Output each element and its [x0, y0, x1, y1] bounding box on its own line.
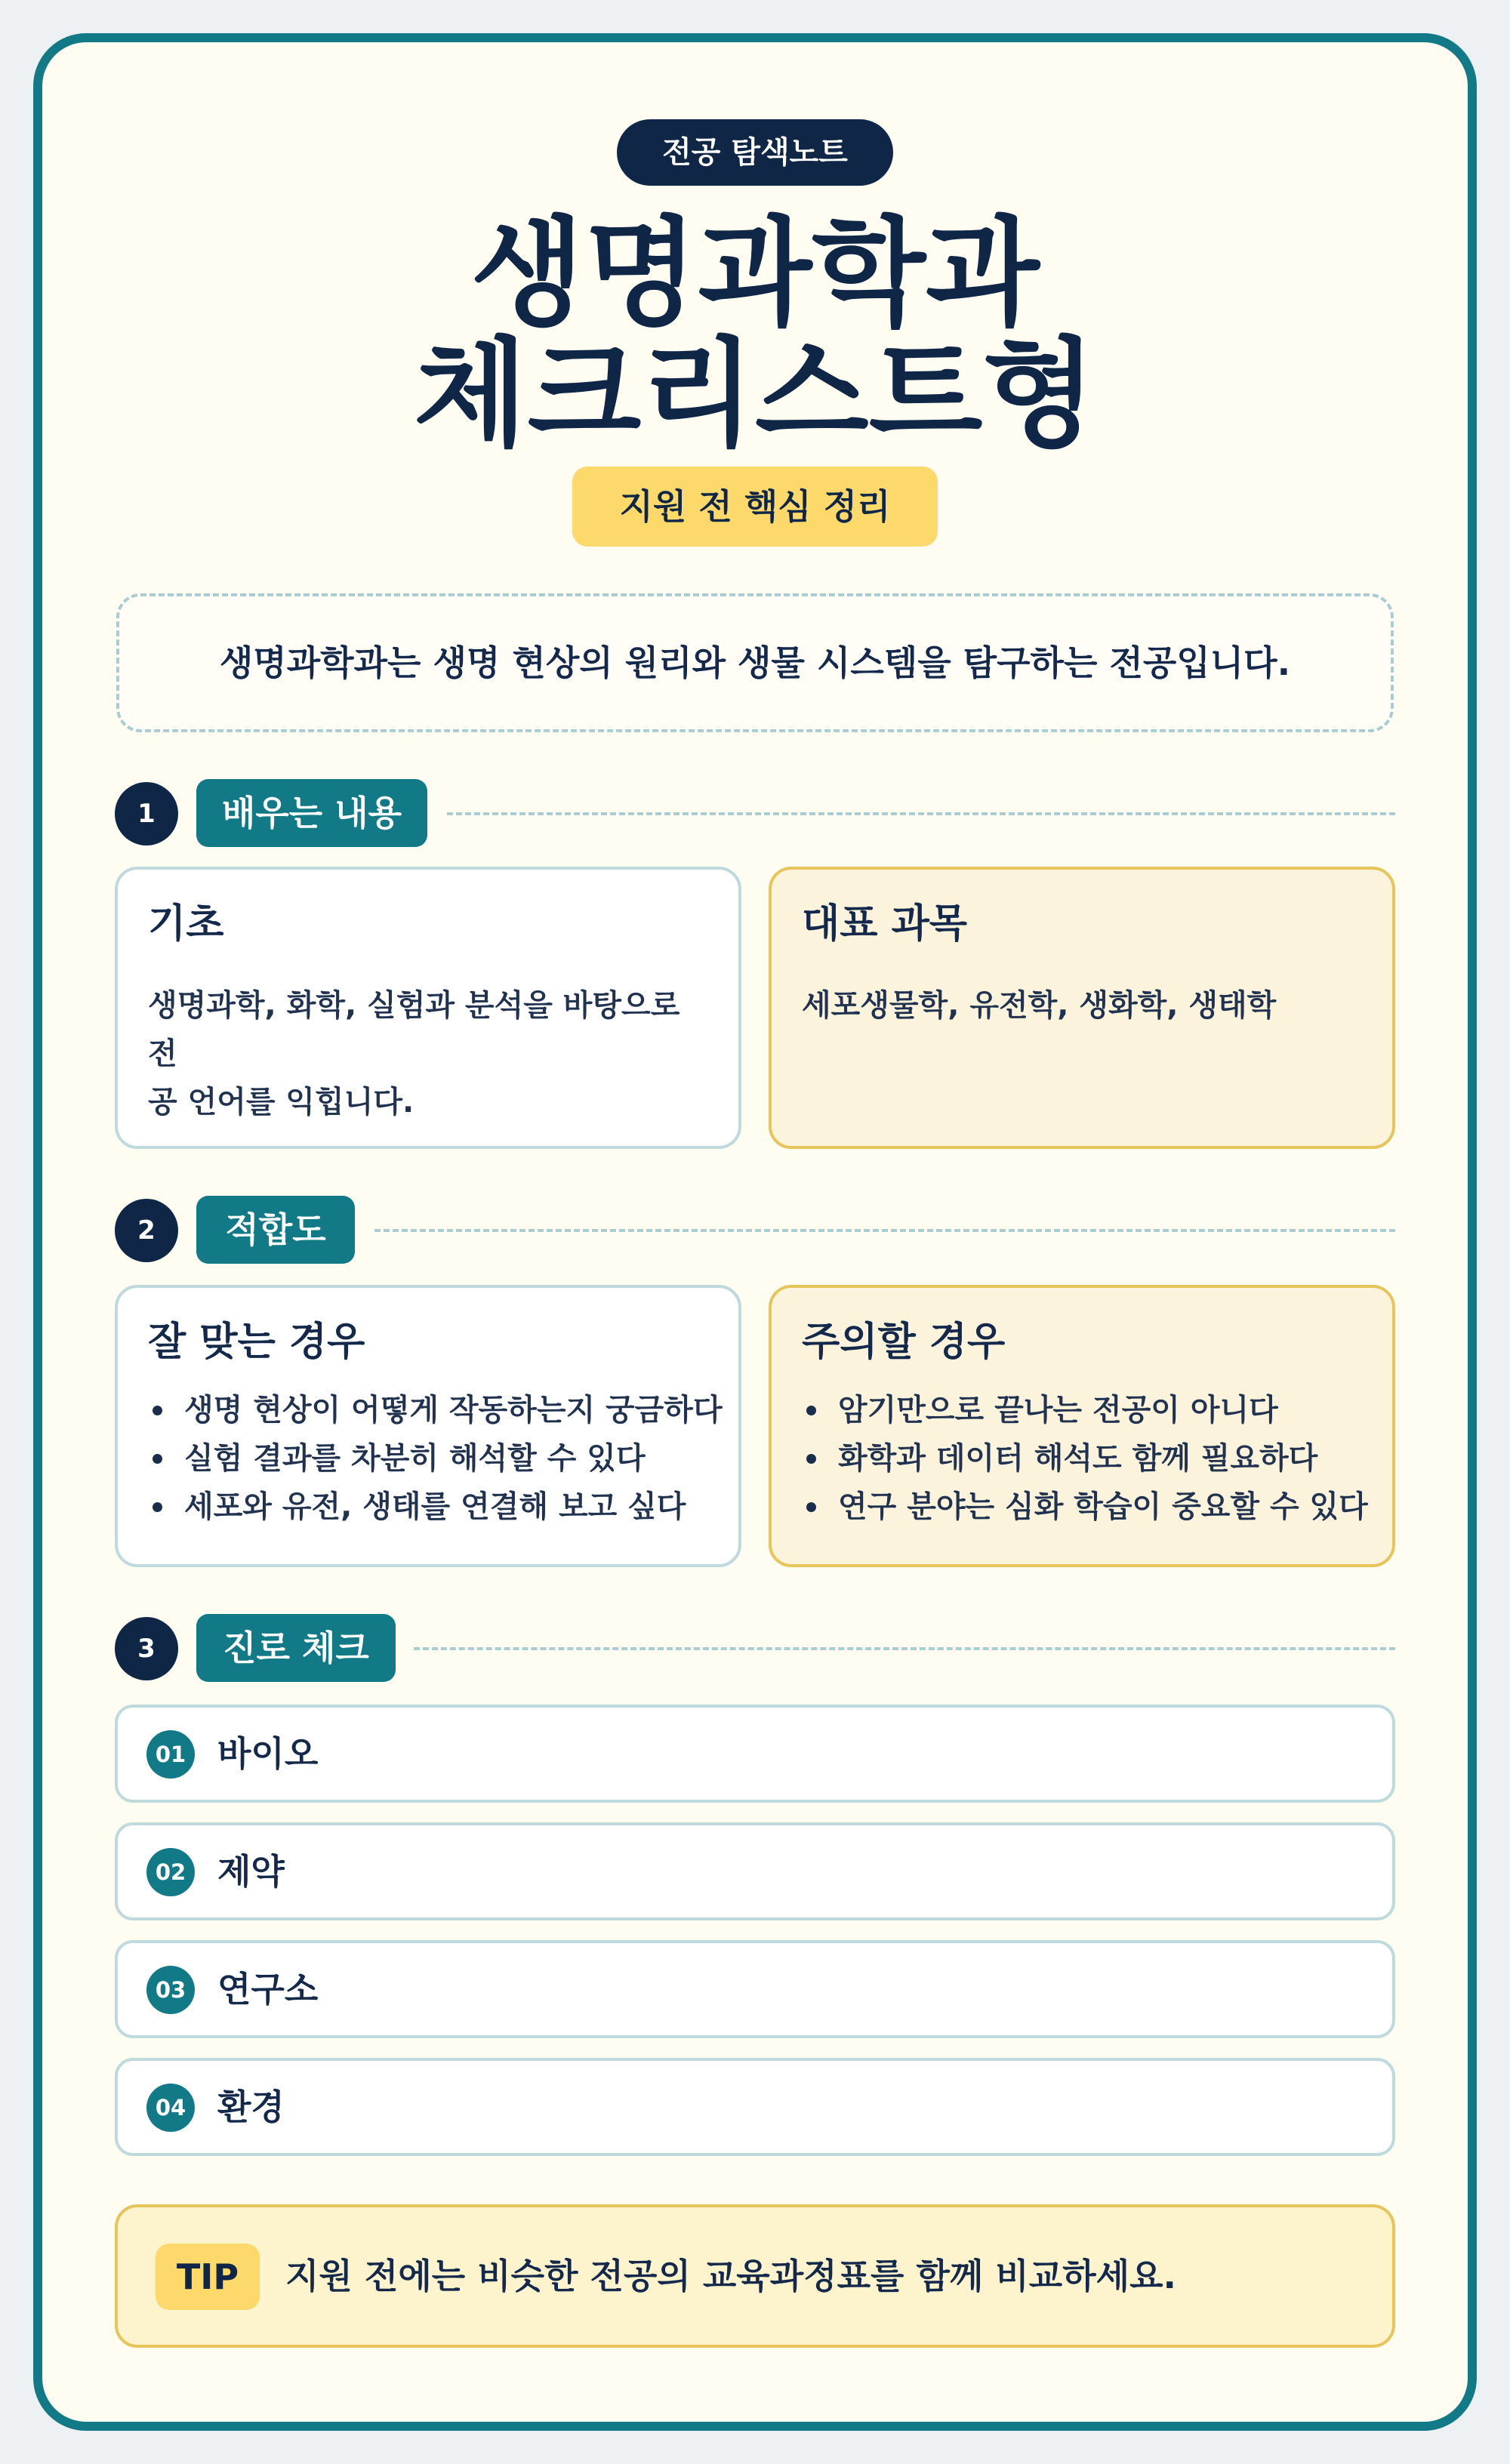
page-title-line1: 생명과학과: [470, 205, 1040, 342]
career-item-pharma: [115, 1822, 1395, 1920]
caution-title: 주의할 경우: [802, 1320, 1006, 1365]
good-fit-list: [148, 1386, 723, 1531]
courses-title: 대표 과목: [802, 901, 968, 947]
courses-box: [769, 867, 1395, 1149]
tip-text: 지원 전에는 비슷한 전공의 교육과정표를 함께 비교하세요.: [285, 2256, 1177, 2296]
section-3-divider: [414, 1647, 1395, 1650]
tip-badge: TIP: [156, 2244, 260, 2310]
basics-text-line1: 생명과학, 화학, 실험과 분석을 바탕으로 전: [148, 988, 680, 1071]
career-item-number: 01: [146, 1730, 195, 1779]
section-1-divider: [447, 812, 1395, 815]
good-fit-title: 잘 맞는 경우: [148, 1320, 365, 1365]
intro-box: 생명과학과는 생명 현상의 원리와 생물 시스템을 탐구하는 전공입니다.: [116, 593, 1394, 732]
section-2-number: 2: [115, 1199, 178, 1262]
career-item-label: 제약: [217, 1851, 285, 1892]
career-item-label: 바이오: [217, 1733, 319, 1774]
list-item: 암기만으로 끝나는 전공이 아니다: [802, 1386, 1362, 1434]
basics-title: 기초: [148, 901, 224, 947]
career-item-number: 03: [146, 1966, 195, 2014]
list-item: 세포와 유전, 생태를 연결해 보고 싶다: [148, 1483, 708, 1531]
courses-text: 세포생물학, 유전학, 생화학, 생태학: [802, 988, 1277, 1023]
basics-text-line2: 공 언어를 익힙니다.: [148, 1085, 414, 1120]
caution-box: [769, 1285, 1395, 1567]
basics-box: [115, 867, 741, 1149]
section-3-label: 진로 체크: [196, 1614, 396, 1682]
caution-list: [802, 1386, 1368, 1531]
section-2-divider: [374, 1229, 1395, 1232]
page-title-line2: 체크리스트형: [413, 325, 1097, 463]
section-2-label: 적합도: [196, 1196, 355, 1264]
career-item-label: 환경: [217, 2087, 285, 2127]
career-item-number: 04: [146, 2084, 195, 2132]
header-tag: 전공 탐색노트: [617, 119, 893, 186]
section-1-number: 1: [115, 782, 178, 845]
tip-box: [115, 2204, 1395, 2348]
list-item: 연구 분야는 심화 학습이 중요할 수 있다: [802, 1483, 1362, 1531]
good-fit-box: [115, 1285, 741, 1567]
section-3-number: 3: [115, 1617, 178, 1680]
list-item: 화학과 데이터 해석도 함께 필요하다: [802, 1434, 1362, 1483]
career-item-label: 연구소: [217, 1969, 319, 2010]
list-item: 실험 결과를 차분히 해석할 수 있다: [148, 1434, 708, 1483]
career-item-environment: [115, 2058, 1395, 2156]
list-item: 생명 현상이 어떻게 작동하는지 궁금하다: [148, 1386, 708, 1434]
section-1-label: 배우는 내용: [196, 779, 427, 847]
career-item-bio: [115, 1705, 1395, 1803]
subtitle-badge: 지원 전 핵심 정리: [572, 467, 938, 547]
career-item-number: 02: [146, 1848, 195, 1896]
career-item-lab: [115, 1940, 1395, 2038]
